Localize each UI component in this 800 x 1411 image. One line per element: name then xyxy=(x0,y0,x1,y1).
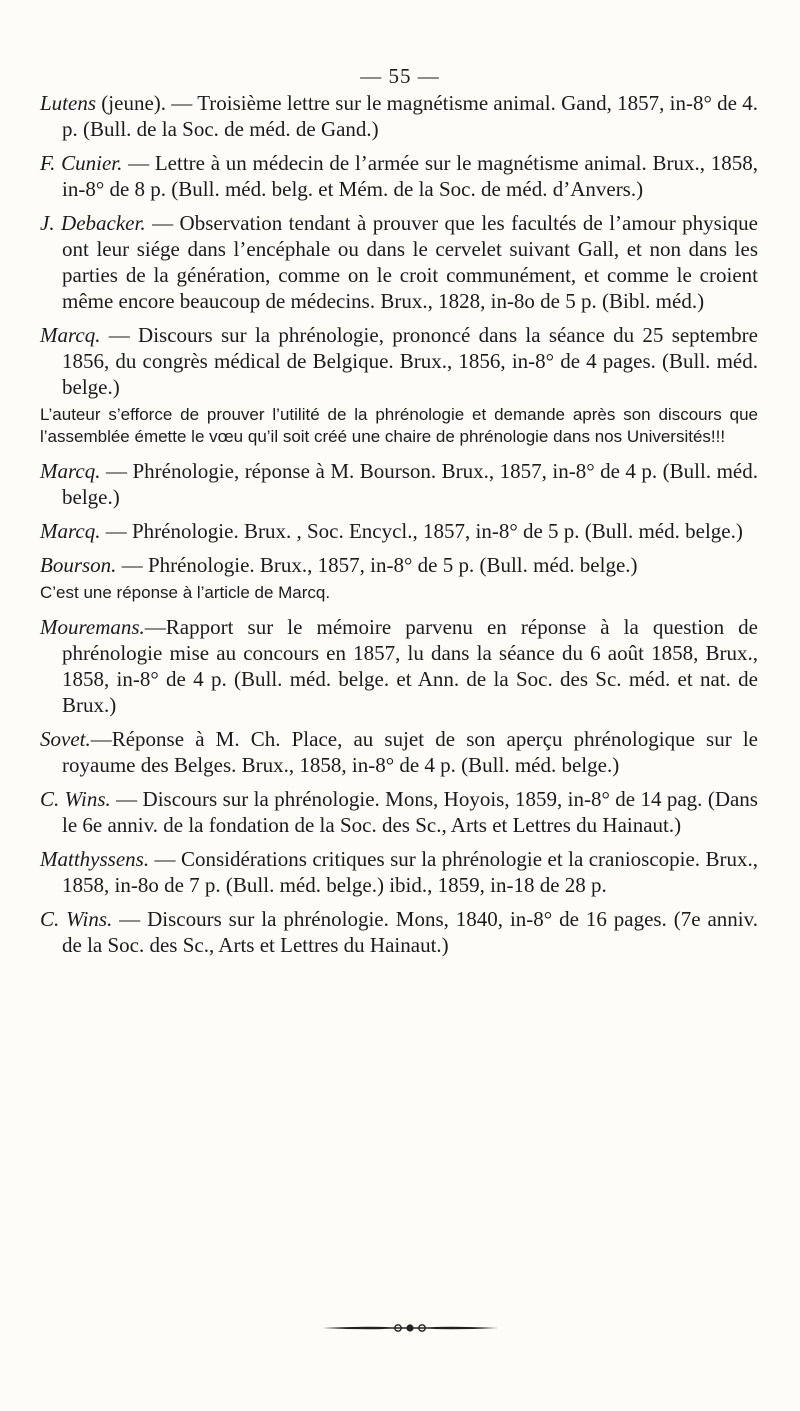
bibliography-entry xyxy=(40,210,758,314)
entry-text: — Observation tendant à prouver que les facultés de l’amour physique ont leur siége dans l’encéphale ou dans le cervelet suivant Gall, et non dans les parties de la génération, comme on le croit communément, et comme le croient même encore beaucoup de médecins. Brux., 1828, in-8o de 5 p. (Bibl. méd.) xyxy=(62,211,758,313)
entry-text: — Lettre à un médecin de l’armée sur le magnétisme animal. Brux., 1858, in-8° de 8 p. (Bull. méd. belg. et Mém. de la Soc. de méd. d’Anvers.) xyxy=(62,151,758,201)
entry-author: Marcq. xyxy=(40,323,101,347)
entry-author: Matthyssens. xyxy=(40,847,150,871)
entry-author: F. Cunier. xyxy=(40,151,123,175)
entry-text: — Phrénologie. Brux. , Soc. Encycl., 1857, in-8° de 5 p. (Bull. méd. belge.) xyxy=(100,519,743,543)
entry-text: — Phrénologie. Brux., 1857, in-8° de 5 p. (Bull. méd. belge.) xyxy=(116,553,638,577)
entry-note: C’est une réponse à l’article de Marcq. xyxy=(40,583,331,602)
entry-text: (jeune). — Troisième lettre sur le magnétisme animal. Gand, 1857, in-8° de 4. p. (Bull. de la Soc. de méd. de Gand.) xyxy=(62,91,758,141)
bibliography-entry xyxy=(40,322,758,400)
page-number: — 55 — xyxy=(360,64,440,88)
entry-author: C. Wins. xyxy=(40,907,113,931)
entry-author: Sovet. xyxy=(40,727,91,751)
bibliography-entry xyxy=(40,150,758,202)
bibliography-entry xyxy=(40,518,758,544)
entry-author: C. Wins. xyxy=(40,787,111,811)
decorative-rule-icon xyxy=(320,1320,500,1336)
bibliography-entry xyxy=(40,458,758,510)
entry-author: Mouremans. xyxy=(40,615,145,639)
entry-author: Marcq. xyxy=(40,519,101,543)
bibliography-entry xyxy=(40,614,758,718)
bibliography-entry xyxy=(40,906,758,958)
bibliography-entry xyxy=(40,786,758,838)
bibliography-entry xyxy=(40,90,758,142)
entry-note: L’auteur s’efforce de prouver l’utilité de la phrénologie et demande après son discours que l’assemblée émette le vœu qu’il soit créé une chaire de phrénologie dans nos Universités!!! xyxy=(40,405,758,446)
entry-text: —Rapport sur le mémoire parvenu en réponse à la question de phrénologie mise au concours en 1857, lu dans la séance du 6 août 1858, Brux., 1858, in-8° de 4 p. (Bull. méd. belge. et Ann. de la Soc. des Sc. méd. et nat. de Brux.) xyxy=(62,615,758,717)
entry-author: Lutens xyxy=(40,91,97,115)
entry-author: Bourson. xyxy=(40,553,117,577)
bibliography-entry xyxy=(40,726,758,778)
entry-text: — Phrénologie, réponse à M. Bourson. Brux., 1857, in-8° de 4 p. (Bull. méd. belge.) xyxy=(62,459,758,509)
entry-text: — Discours sur la phrénologie. Mons, Hoyois, 1859, in-8° de 14 pag. (Dans le 6e anniv. de la fondation de la Soc. des Sc., Arts et Lettres du Hainaut.) xyxy=(62,787,758,837)
bibliography-entry xyxy=(40,846,758,898)
entry-author: Marcq. xyxy=(40,459,101,483)
bibliography-list xyxy=(40,90,758,966)
entry-text: —Réponse à M. Ch. Place, au sujet de son aperçu phrénologique sur le royaume des Belges. Brux., 1858, in-8° de 4 p. (Bull. méd. belge.) xyxy=(62,727,758,777)
bibliography-entry xyxy=(40,552,758,578)
entry-author: J. Debacker. xyxy=(40,211,146,235)
entry-text: — Discours sur la phrénologie, prononcé dans la séance du 25 septembre 1856, du congrès médical de Belgique. Brux., 1856, in-8° de 4 pages. (Bull. méd. belge.) xyxy=(62,323,758,399)
entry-text: — Considérations critiques sur la phrénologie et la cranioscopie. Brux., 1858, in-8o de 7 p. (Bull. méd. belge.) ibid., 1859, in-18 de 28 p. xyxy=(62,847,758,897)
entry-text: — Discours sur la phrénologie. Mons, 1840, in-8° de 16 pages. (7e anniv. de la Soc. des Sc., Arts et Lettres du Hainaut.) xyxy=(62,907,758,957)
